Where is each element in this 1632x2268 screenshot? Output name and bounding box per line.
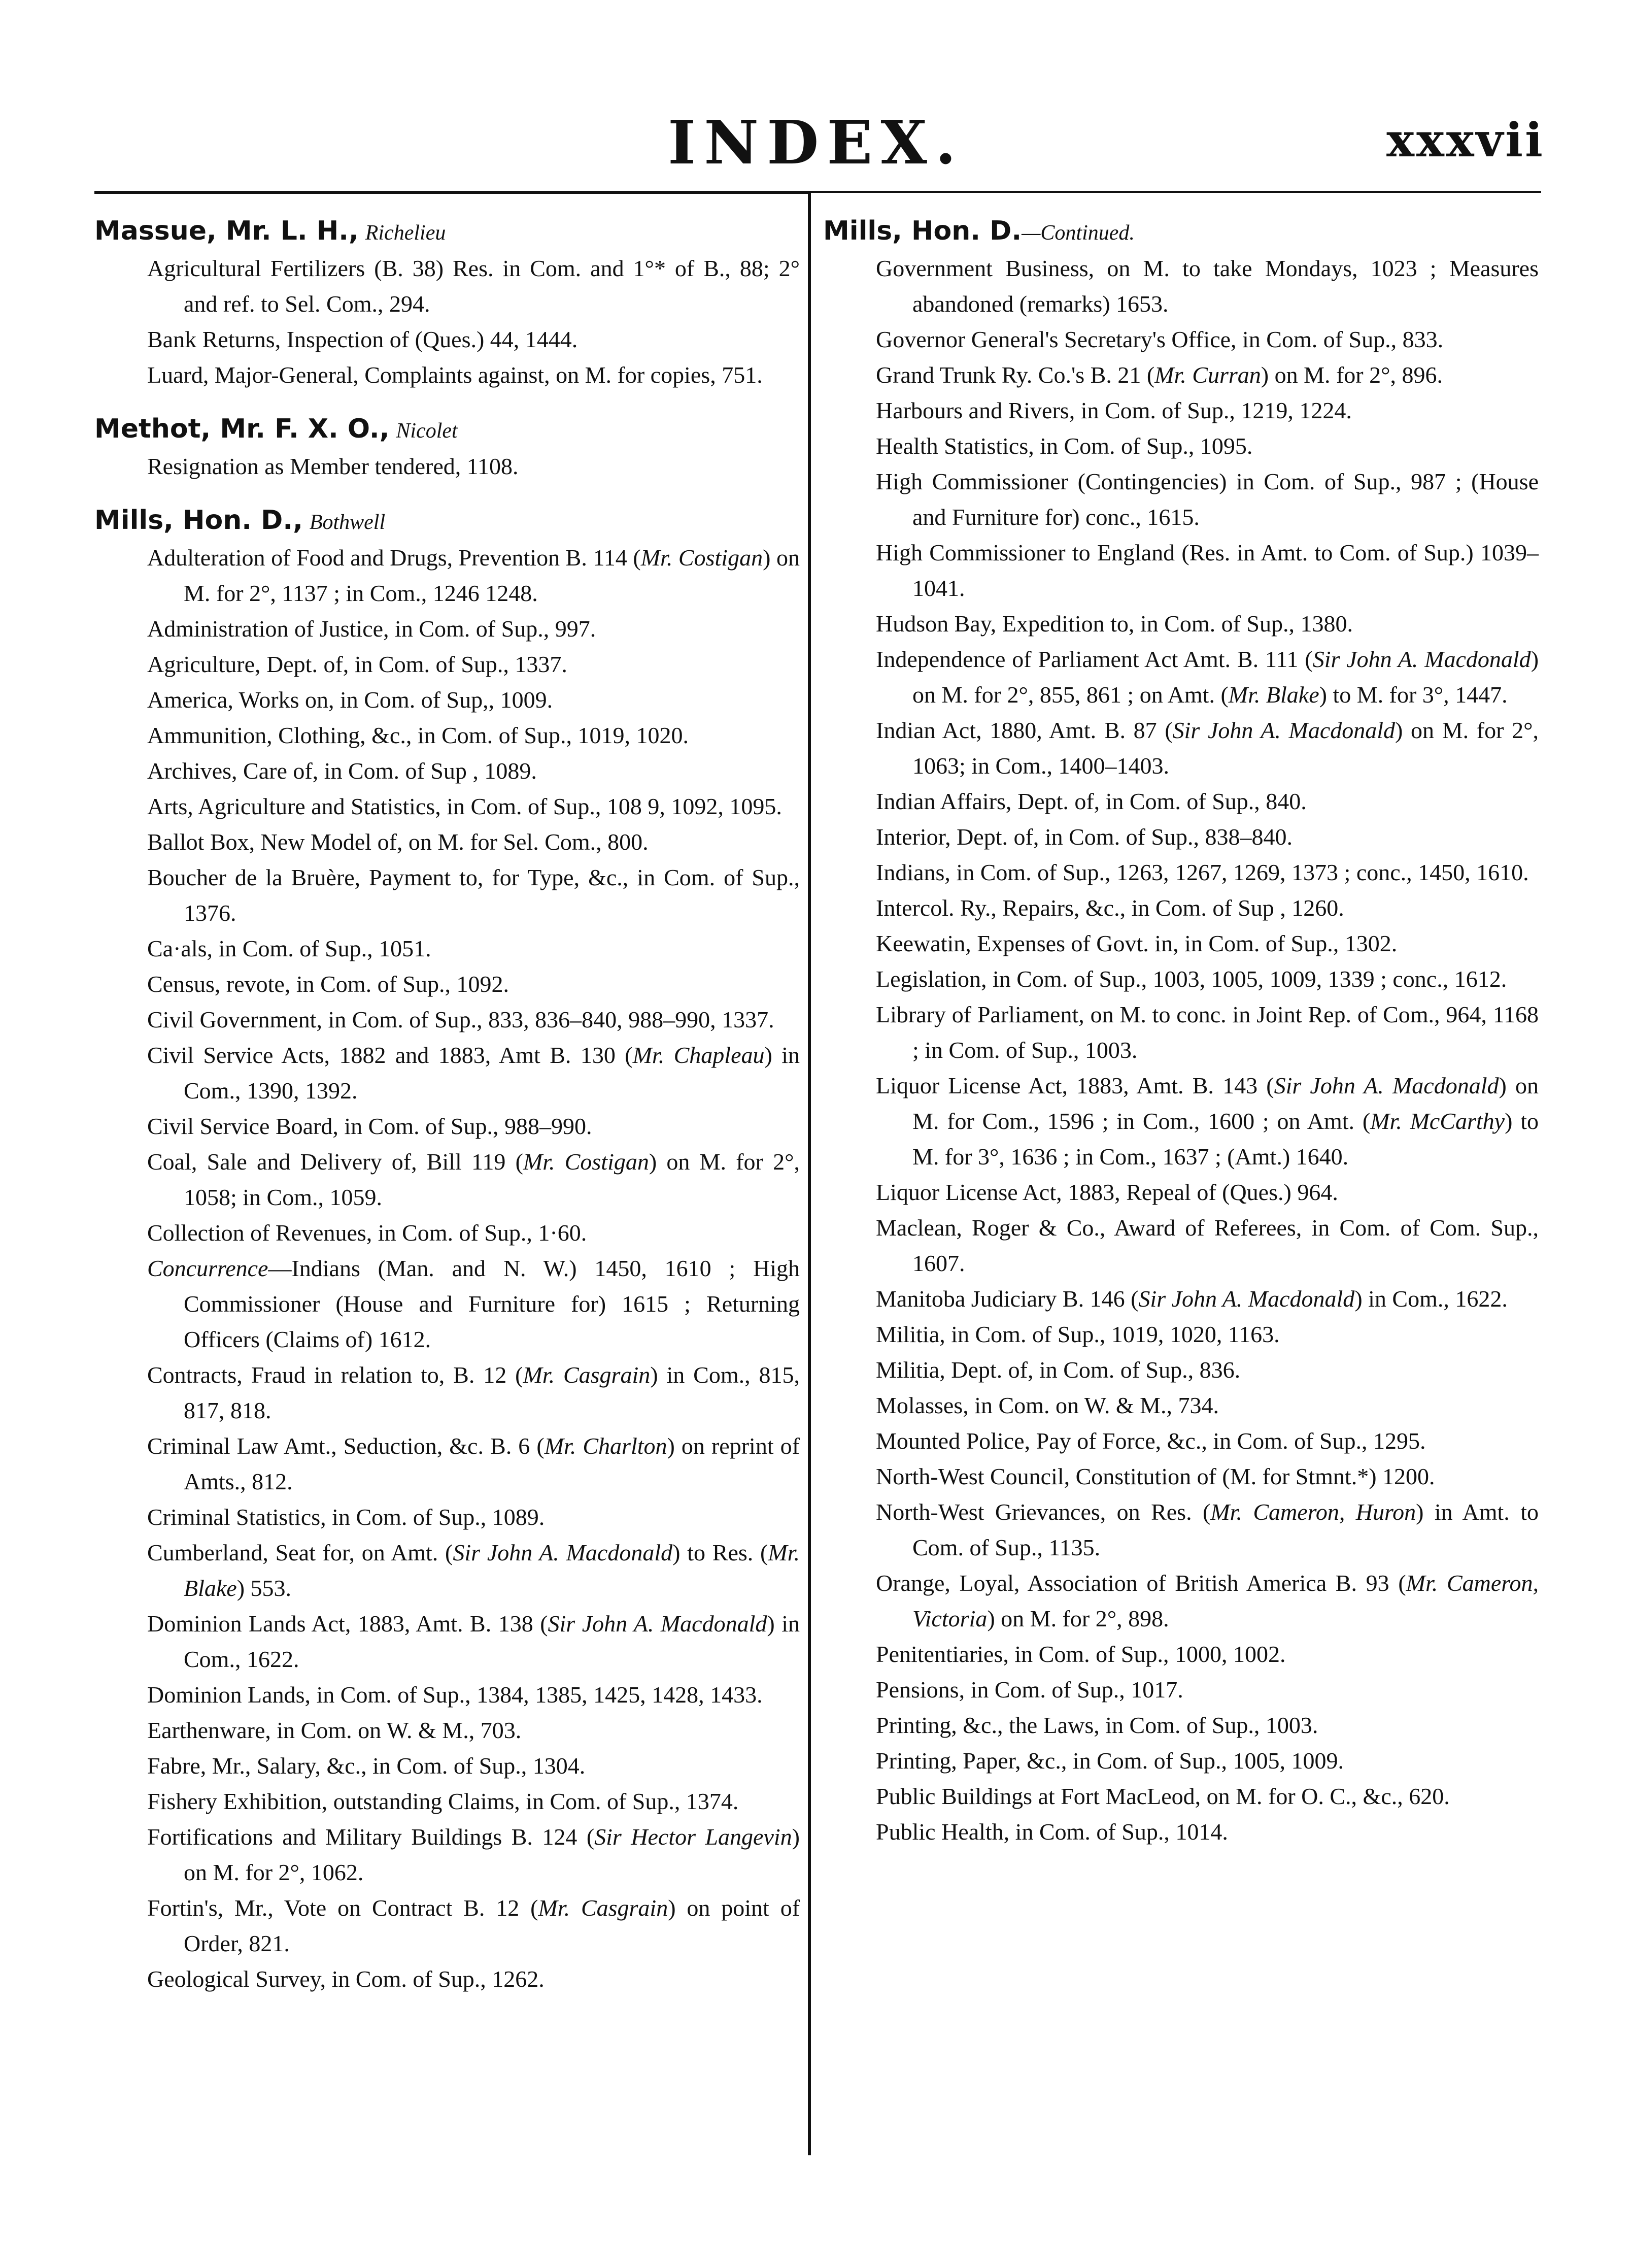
index-entry: Geological Survey, in Com. of Sup., 1262. [147, 1966, 545, 1992]
index-entry: Liquor License Act, 1883, Amt. B. 143 (Sir John A. Macdonald) on M. for Com., 1596 ; in Com., 1600 ; on Amt. (Mr. McCarthy) to M. for 3°, 1636 ; in Com., 1637 ; (Amt.) 1640. [876, 1073, 1539, 1170]
member-district: Nicolet [396, 419, 458, 443]
index-entry: Earthenware, in Com. on W. & M., 703. [147, 1717, 522, 1743]
member-name: Massue, Mr. L. H., [94, 216, 359, 246]
column-divider [808, 191, 811, 2155]
index-entry: Library of Parliament, on M. to conc. in Joint Rep. of Com., 964, 1168 ; in Com. of Sup., 1003. [876, 1002, 1539, 1063]
index-entry: Maclean, Roger & Co., Award of Referees, in Com. of Com. Sup., 1607. [876, 1215, 1539, 1276]
index-entry: Fishery Exhibition, outstanding Claims, in Com. of Sup., 1374. [147, 1788, 739, 1814]
index-entry: North-West Grievances, on Res. (Mr. Cameron, Huron) in Amt. to Com. of Sup., 1135. [876, 1499, 1539, 1560]
member-name: Mills, Hon. D., [94, 505, 303, 536]
index-entry: Indian Affairs, Dept. of, in Com. of Sup., 840. [876, 788, 1307, 814]
page-title: INDEX. [668, 107, 964, 178]
index-entry: Penitentiaries, in Com. of Sup., 1000, 1002. [876, 1641, 1286, 1667]
index-entry: Civil Government, in Com. of Sup., 833, 836–840, 988–990, 1337. [147, 1007, 774, 1032]
index-heading-mills [94, 503, 800, 540]
index-entry: Boucher de la Bruère, Payment to, for Type, &c., in Com. of Sup., 1376. [147, 864, 800, 926]
index-entry: Health Statistics, in Com. of Sup., 1095. [876, 433, 1253, 459]
index-entry: Civil Service Acts, 1882 and 1883, Amt B. 130 (Mr. Chapleau) in Com., 1390, 1392. [147, 1042, 800, 1104]
header-rule-right [810, 191, 1541, 193]
index-heading-massue [94, 213, 800, 251]
index-entry: Interior, Dept. of, in Com. of Sup., 838–840. [876, 824, 1293, 850]
index-entry: Intercol. Ry., Repairs, &c., in Com. of Sup , 1260. [876, 895, 1344, 921]
index-entry: Public Health, in Com. of Sup., 1014. [876, 1819, 1228, 1845]
index-entry: Civil Service Board, in Com. of Sup., 988–990. [147, 1113, 592, 1139]
index-entry: Manitoba Judiciary B. 146 (Sir John A. Macdonald) in Com., 1622. [876, 1286, 1508, 1312]
index-heading-mills-continued [823, 213, 1539, 251]
member-district: Richelieu [365, 221, 446, 245]
index-entry: Contracts, Fraud in relation to, B. 12 (Mr. Casgrain) in Com., 815, 817, 818. [147, 1362, 800, 1423]
index-entry: Archives, Care of, in Com. of Sup , 1089. [147, 758, 537, 784]
index-entry: Grand Trunk Ry. Co.'s B. 21 (Mr. Curran) on M. for 2°, 896. [876, 362, 1443, 388]
index-entry: Agriculture, Dept. of, in Com. of Sup., 1337. [147, 651, 567, 677]
index-entry: Printing, &c., the Laws, in Com. of Sup., 1003. [876, 1712, 1318, 1738]
index-entry: Resignation as Member tendered, 1108. [147, 453, 519, 479]
index-entry: Hudson Bay, Expedition to, in Com. of Sup., 1380. [876, 611, 1353, 637]
index-entry: Militia, in Com. of Sup., 1019, 1020, 1163. [876, 1321, 1280, 1347]
index-entry: North-West Council, Constitution of (M. for Stmnt.*) 1200. [876, 1463, 1435, 1489]
index-entry: Pensions, in Com. of Sup., 1017. [876, 1677, 1183, 1703]
index-entry: Criminal Law Amt., Seduction, &c. B. 6 (Mr. Charlton) on reprint of Amts., 812. [147, 1433, 800, 1494]
index-entry: Governor General's Secretary's Office, in Com. of Sup., 833. [876, 326, 1444, 352]
index-entry: Fortifications and Military Buildings B. 124 (Sir Hector Langevin) on M. for 2°, 1062. [147, 1824, 800, 1885]
index-entry: Ca·als, in Com. of Sup., 1051. [147, 936, 431, 961]
index-entry: Dominion Lands, in Com. of Sup., 1384, 1385, 1425, 1428, 1433. [147, 1682, 763, 1708]
header-rule-left [94, 191, 810, 194]
index-entry: America, Works on, in Com. of Sup,, 1009. [147, 687, 553, 713]
member-district: Bothwell [309, 511, 386, 534]
index-entry: Printing, Paper, &c., in Com. of Sup., 1005, 1009. [876, 1748, 1344, 1774]
index-entry: Criminal Statistics, in Com. of Sup., 1089. [147, 1504, 545, 1530]
index-entry: Indians, in Com. of Sup., 1263, 1267, 1269, 1373 ; conc., 1450, 1610. [876, 859, 1529, 885]
index-entry: Militia, Dept. of, in Com. of Sup., 836. [876, 1357, 1241, 1383]
index-entry: Administration of Justice, in Com. of Sup., 997. [147, 616, 596, 642]
index-entry: Fortin's, Mr., Vote on Contract B. 12 (Mr. Casgrain) on point of Order, 821. [147, 1895, 800, 1956]
index-entry: Indian Act, 1880, Amt. B. 87 (Sir John A. Macdonald) on M. for 2°, 1063; in Com., 1400–1403. [876, 717, 1539, 779]
index-entry: Keewatin, Expenses of Govt. in, in Com. of Sup., 1302. [876, 930, 1398, 956]
index-entry: Orange, Loyal, Association of British America B. 93 (Mr. Cameron, Victoria) on M. for 2°, 898. [876, 1570, 1539, 1631]
index-entry: High Commissioner to England (Res. in Amt. to Com. of Sup.) 1039–1041. [876, 540, 1539, 601]
index-entry: Mounted Police, Pay of Force, &c., in Com. of Sup., 1295. [876, 1428, 1426, 1454]
index-entry: Fabre, Mr., Salary, &c., in Com. of Sup., 1304. [147, 1753, 586, 1779]
left-column [94, 213, 800, 1997]
index-entry: Independence of Parliament Act Amt. B. 111 (Sir John A. Macdonald) on M. for 2°, 855, 861 ; on Amt. (Mr. Blake) to M. for 3°, 1447. [876, 646, 1539, 708]
index-entry: Collection of Revenues, in Com. of Sup., 1·60. [147, 1220, 587, 1246]
member-name: Methot, Mr. F. X. O., [94, 414, 390, 444]
index-heading-methot [94, 411, 800, 449]
index-entry: High Commissioner (Contingencies) in Com. of Sup., 987 ; (House and Furniture for) conc., 1615. [876, 469, 1539, 530]
index-entry: Molasses, in Com. on W. & M., 734. [876, 1392, 1219, 1418]
index-entry: Cumberland, Seat for, on Amt. (Sir John A. Macdonald) to Res. (Mr. Blake) 553. [147, 1540, 800, 1601]
index-entry: Ballot Box, New Model of, on M. for Sel. Com., 800. [147, 829, 649, 855]
index-entry: Dominion Lands Act, 1883, Amt. B. 138 (Sir John A. Macdonald) in Com., 1622. [147, 1611, 800, 1672]
index-entry: Census, revote, in Com. of Sup., 1092. [147, 971, 509, 997]
index-entry: Public Buildings at Fort MacLeod, on M. for O. C., &c., 620. [876, 1783, 1450, 1809]
index-entry: Concurrence—Indians (Man. and N. W.) 1450, 1610 ; High Commissioner (House and Furniture for) 1615 ; Returning Officers (Claims of) 1612. [147, 1255, 800, 1352]
index-entry: Adulteration of Food and Drugs, Prevention B. 114 (Mr. Costigan) on M. for 2°, 1137 ; in Com., 1246 1248. [147, 545, 800, 606]
index-entry: Ammunition, Clothing, &c., in Com. of Sup., 1019, 1020. [147, 722, 689, 748]
index-entry: Bank Returns, Inspection of (Ques.) 44, 1444. [147, 326, 578, 352]
member-name: Mills, Hon. D. [823, 216, 1022, 246]
index-entry: Harbours and Rivers, in Com. of Sup., 1219, 1224. [876, 397, 1352, 423]
page-number: xxxvii [1386, 113, 1545, 168]
index-entry: Arts, Agriculture and Statistics, in Com. of Sup., 108 9, 1092, 1095. [147, 793, 782, 819]
index-entry: Coal, Sale and Delivery of, Bill 119 (Mr. Costigan) on M. for 2°, 1058; in Com., 1059. [147, 1149, 800, 1210]
index-entry: Legislation, in Com. of Sup., 1003, 1005, 1009, 1339 ; conc., 1612. [876, 966, 1507, 992]
index-entry: Agricultural Fertilizers (B. 38) Res. in Com. and 1°* of B., 88; 2° and ref. to Sel. Com., 294. [147, 255, 800, 317]
index-entry: Luard, Major-General, Complaints against, on M. for copies, 751. [147, 362, 763, 388]
continued-label: —Continued. [1022, 221, 1135, 245]
index-entry: Government Business, on M. to take Mondays, 1023 ; Measures abandoned (remarks) 1653. [876, 255, 1539, 317]
index-entry: Liquor License Act, 1883, Repeal of (Ques.) 964. [876, 1179, 1338, 1205]
right-column [823, 213, 1539, 1850]
